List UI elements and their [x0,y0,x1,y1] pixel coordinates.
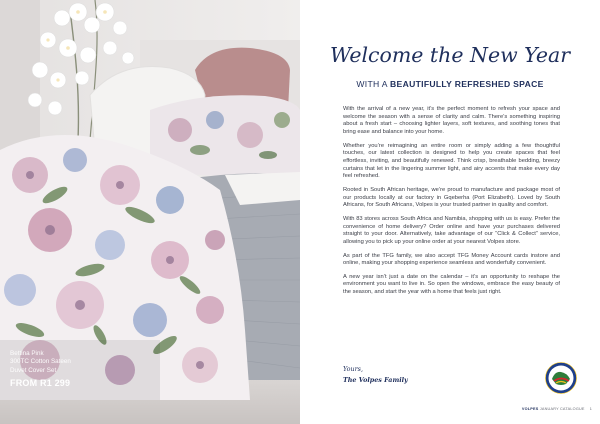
body-paragraph: A new year isn’t just a date on the calendar – it’s an opportunity to reshape the environment you want to live in. So open the windows, embrace the easy beauty of the season, and start the year with a home that feels just right. [343,273,560,296]
page-footer [500,407,592,411]
page-subtitle [300,79,600,89]
editorial-page [300,0,600,424]
page-title: Welcome the New Year [329,43,571,67]
subtitle-emphasis: BEAUTIFULLY REFRESHED SPACE [390,79,544,89]
caption-line: 300TC Cotton Sateen [10,358,71,366]
signoff-signature: The Volpes Family [343,376,408,384]
body-paragraph: With 83 stores across South Africa and Namibia, shopping with us is easy. Prefer the convenience of home delivery? Order online and have your purchases delivered straight to your door. Alternatively, take advantage of our “Click & Collect” service, allowing you to pick up your online order at your nearest Volpes store. [343,215,560,245]
article-body [343,106,560,303]
caption-line: Duvet Cover Set [10,366,57,374]
body-paragraph: Rooted in South African heritage, we’re proud to manufacture and package most of our products locally at our factory in Gqeberha (Port Elizabeth). Loved by South Africans, for South Africans, Volpes is your trusted partner in quality and comfort. [343,186,560,209]
proudly-south-african-badge-icon [545,362,577,394]
subtitle-prefix: WITH A [356,79,388,89]
footer-brand: VOLPES [521,407,539,411]
signoff-greeting: Yours, [343,365,363,373]
product-caption [10,350,150,388]
body-paragraph: Whether you’re reimagining an entire room or simply adding a few thoughtful touches, our latest collection is designed to help you create spaces that feel effortless, inviting, and beautifully renewed. Think crisp, breathable bedding, breezy curtains that let in the lingering summer light, and airy accents that make every day feel refreshed. [343,142,560,180]
caption-line: Bettina Pink [10,350,44,357]
body-paragraph: With the arrival of a new year, it’s the perfect moment to refresh your space and welcome the season with a sense of clarity and calm. There’s something inspiring about a fresh start – choosing lighter layers, soft textures, and soothing tones that bring ease and balance into your home. [343,106,560,135]
body-paragraph: As part of the TFG family, we also accept TFG Money Account cards instore and online, making your shopping experience seamless and wonderfully convenient. [343,252,560,267]
footer-label: JANUARY CATALOGUE [539,407,585,411]
page-number: 1 [589,407,592,411]
product-price: FROM R1 299 [10,377,71,388]
signoff [343,364,408,386]
